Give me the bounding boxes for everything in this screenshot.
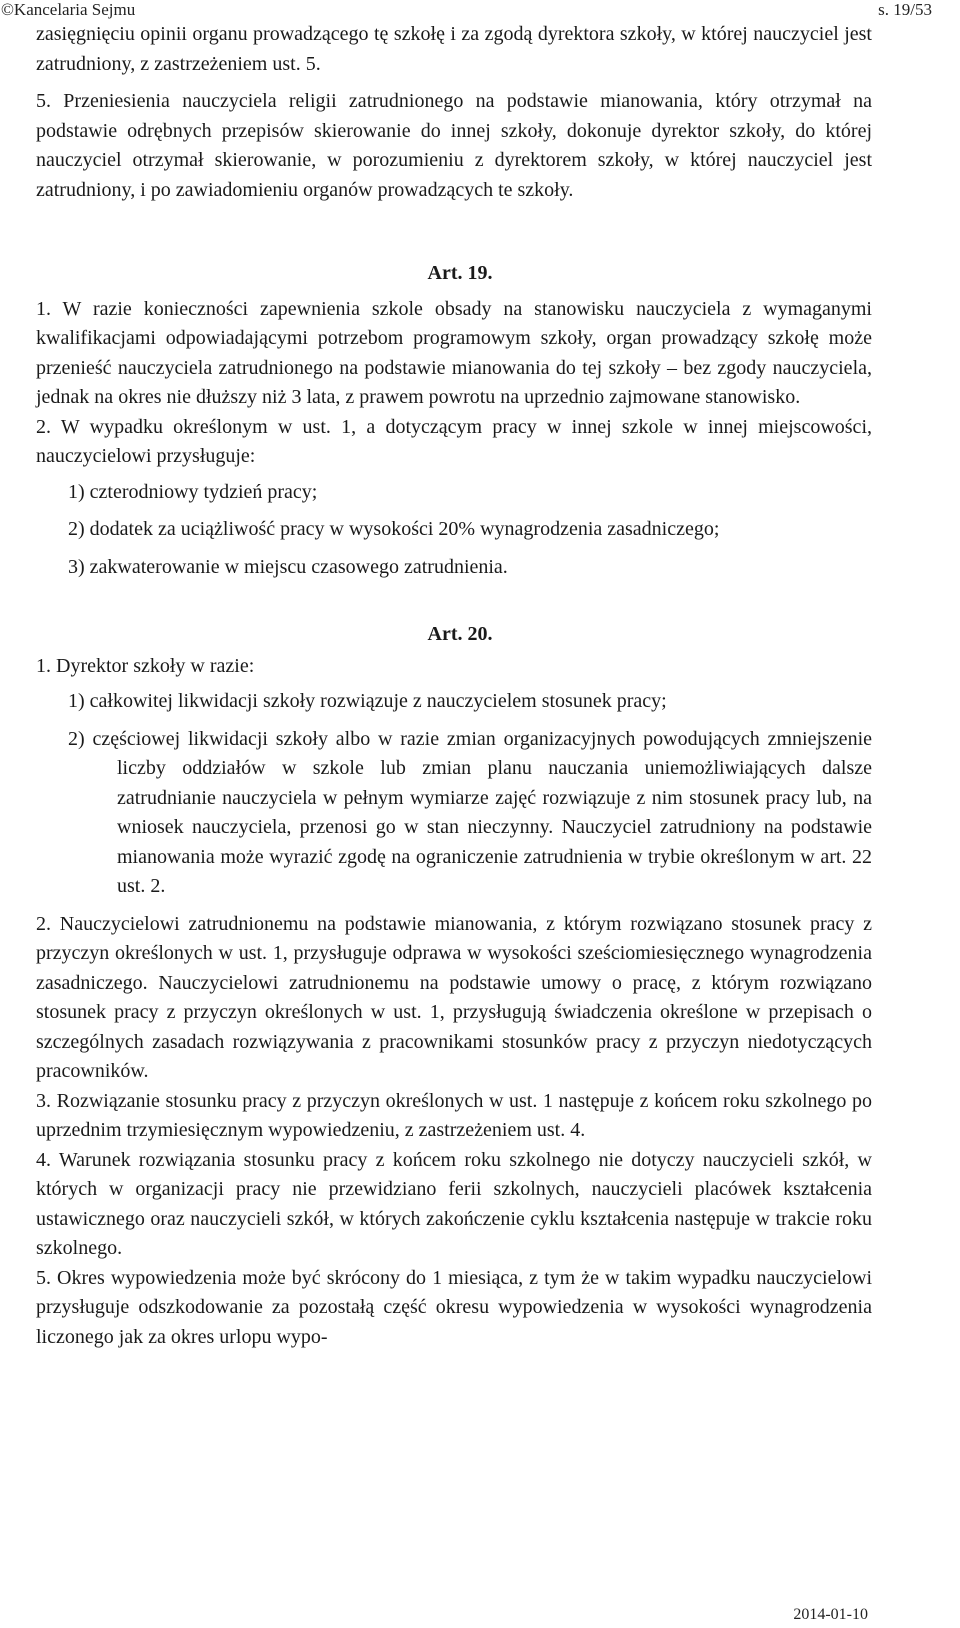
list-item: 1) całkowitej likwidacji szkoły rozwiązuje z nauczycielem stosunek pracy; bbox=[68, 690, 667, 712]
list-item: 3) zakwaterowanie w miejscu czasowego zatrudnienia. bbox=[68, 555, 508, 578]
document-body bbox=[36, 20, 872, 1352]
list-item: 1) czterodniowy tydzień pracy; bbox=[68, 480, 318, 503]
footer-date: 2014-01-10 bbox=[793, 1606, 868, 1623]
article-19-paragraph-1: 1. W razie konieczności zapewnienia szkole obsady na stanowisku nauczyciela z wymaganymi kwalifikacjami odpowiadającymi potrzebom programowym szkoły, organ prowadzący szkołę może przenieść nauczyciela zatrudnionego na podstawie mianowania do tej szkoły – bez zgody nauczyciela, jednak na okres nie dłuższy niż 3 lata, z prawem powrotu na uprzednio zajmowane stanowisko. bbox=[36, 297, 872, 408]
article-20-paragraph-2: 2. Nauczycielowi zatrudnionemu na podstawie mianowania, z którym rozwiązano stosunek pracy z przyczyn określonych w ust. 1, przysługuje odprawa w wysokości sześciomiesięcznego wynagrodzenia zasadniczego. Nauczycielowi zatrudnionemu na podstawie umowy o pracę, z którym rozwiązano stosunek pracy z przyczyn określonych w ust. 1, przysługują świadczenia określone w przepisach o szczególnych zasadach rozwiązywania z pracownikami stosunków pracy z przyczyn niedotyczących pracowników. bbox=[36, 912, 872, 1082]
list-item: 2) dodatek za uciążliwość pracy w wysokości 20% wynagrodzenia zasadniczego; bbox=[68, 518, 720, 540]
page-header bbox=[0, 0, 960, 20]
article-19-paragraph-2: 2. W wypadku określonym w ust. 1, a dotyczącym pracy w innej szkole w innej miejscowości, nauczycielowi przysługuje: bbox=[36, 415, 872, 467]
paragraph-5: 5. Przeniesienia nauczyciela religii zatrudnionego na podstawie mianowania, który otrzymał na podstawie odrębnych przepisów skierowanie do innej szkoły, dokonuje dyrektor szkoły, do której nauczyciel otrzymał skierowanie, w porozumieniu z dyrektorem szkoły, w której nauczyciel jest zatrudniony, i po zawiadomieniu organów prowadzących te szkoły. bbox=[36, 90, 872, 201]
article-20-list bbox=[36, 687, 872, 902]
list-item: 2) częściowej likwidacji szkoły albo w razie zmian organizacyjnych powodujących zmniejszenie liczby oddziałów w szkole lub zmian planu nauczania uniemożliwiających dalsze zatrudnianie nauczyciela w pełnym wymiarze zajęć rozwiązuje z nim stosunek pracy lub, na wniosek nauczyciela, przenosi go w stan nieczynny. Nauczyciel zatrudniony na podstawie mianowania może wyrazić zgodę na ograniczenie zatrudnienia w trybie określonym w art. 22 ust. 2. bbox=[68, 727, 872, 897]
article-20-paragraph-5: 5. Okres wypowiedzenia może być skrócony do 1 miesiąca, z tym że w takim wypadku nauczycielowi przysługuje odszkodowanie za pozostałą część okresu wypowiedzenia w wysokości wynagrodzenia liczonego jak za okres urlopu wypo- bbox=[36, 1266, 872, 1348]
article-19-title: Art. 19. bbox=[427, 262, 493, 284]
article-20-paragraph-1: 1. Dyrektor szkoły w razie: bbox=[36, 654, 255, 677]
article-20-paragraph-4: 4. Warunek rozwiązania stosunku pracy z końcem roku szkolnego nie dotyczy nauczycieli szkół, w których w organizacji pracy nie przewidziano ferii szkolnych, nauczycieli placówek kształcenia ustawicznego oraz nauczycieli szkół, w których zakończenie cyklu kształcenia następuje w trakcie roku szkolnego. bbox=[36, 1148, 872, 1259]
header-page-number: s. 19/53 bbox=[878, 0, 932, 19]
header-publisher: ©Kancelaria Sejmu bbox=[1, 0, 136, 19]
paragraph-continuation: zasięgnięciu opinii organu prowadzącego tę szkołę i za zgodą dyrektora szkoły, w której nauczyciel jest zatrudniony, z zastrzeżeniem ust. 5. bbox=[36, 23, 872, 75]
article-20-paragraph-3: 3. Rozwiązanie stosunku pracy z przyczyn określonych w ust. 1 następuje z końcem roku szkolnego po uprzednim trzymiesięcznym wypowiedzeniu, z zastrzeżeniem ust. 4. bbox=[36, 1089, 872, 1141]
article-20-title: Art. 20. bbox=[427, 623, 493, 645]
article-19-list bbox=[36, 478, 872, 583]
